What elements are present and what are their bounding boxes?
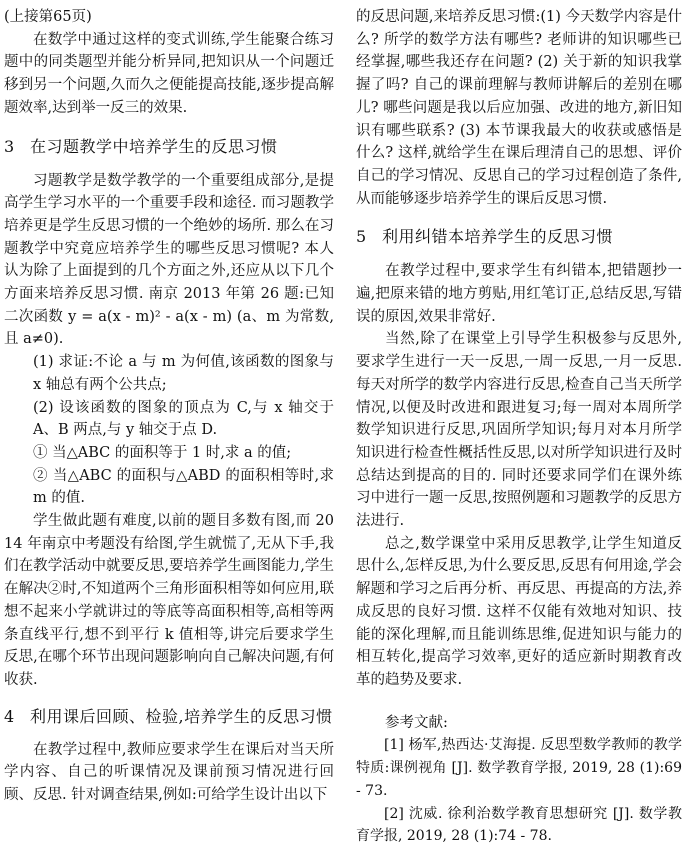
section-4-paragraph-1: 在教学过程中,教师应要求学生在课后对当天所学内容、自己的听课情况及课前预习情况进行回顾、反思. 针对调查结果,例如:可给学生设计出以下 [4, 741, 334, 804]
question-2b: ② 当△ABC 的面积与△ABD 的面积相等时,求 m 的值. [33, 467, 334, 507]
section-3-title: 在习题教学中培养学生的反思习惯 [30, 136, 278, 156]
left-column [4, 6, 334, 807]
references-title: 参考文献: [385, 714, 448, 731]
section-3-number: 3 [4, 136, 15, 156]
continued-note: (上接第65页) [4, 9, 92, 25]
intro-paragraph: 在数学中通过这样的变式训练,学生能聚合练习题中的同类题型并能分析异同,把知识从一个问题迁移到另一个问题,久而久之便能提高技能,逐步提高解题效率,达到举一反三的效果. [4, 31, 334, 116]
right-column [356, 6, 682, 848]
section-5-number: 5 [356, 227, 367, 247]
reference-1: [1] 杨军,热西达·艾海提. 反思型数学教师的教学特质:课例视角 [J]. 数学教育学报, 2019, 28 (1):69 - 73. [356, 737, 682, 799]
continued-paragraph: 的反思问题,来培养反思习惯:(1) 今天数学内容是什么? 所学的数学方法有哪些? 老师讲的知识哪些已经掌握,哪些我还存在问题? (2) 关于新的知识我掌握了吗? 自己的课前理解与教师讲解后的差别在哪儿? 哪些问题是我以后应加强、改进的地方,新旧知识有哪些联系? (3) 本节课我最大的收获或感悟是什么? 这样,就给学生在课后理清自己的思想、评价自己的学习情况、反思自己的学习过程创造了条件,从而能够逐步培养学生的课后反思习惯. [356, 9, 682, 207]
section-5-paragraph-3: 总之,数学课堂中采用反思教学,让学生知道反思什么,怎样反思,为什么要反思,反思有何用途,学会解题和学习之后再分析、再反思、再提高的方法,养成反思的良好习惯. 这样不仅能有效地对知识、技能的深化理解,而且能训练思维,促进知识与能力的相互转化,提高学习效率,更好的适应新时期教育改革的趋势及要求. [356, 535, 682, 688]
question-2a: ① 当△ABC 的面积等于 1 时,求 a 的值; [33, 444, 292, 461]
section-4-heading [4, 704, 334, 727]
section-3-heading [4, 134, 334, 157]
reference-2: [2] 沈威. 徐利治数学教育思想研究 [J]. 数学教育学报, 2019, 28 (1):74 - 78. [356, 805, 682, 845]
section-3-paragraph-2: 学生做此题有难度,以前的题目多数有图,而 2014 年南京中考题没有给图,学生就慌了,无从下手,我们在教学活动中就要反思,要培养学生画图能力,学生在解决②时,不知道两个三角形面积相等如何应用,联想不起来小学就讲过的等底等高面积相等,高相等两条直线平行,想不到平行 k 值相等,讲完后要求学生反思,在哪个环节出现问题影响向自己解决问题,有何收获. [4, 513, 334, 688]
section-5-paragraph-2: 当然,除了在课堂上引导学生积极参与反思外,要求学生进行一天一反思,一周一反思,一月一反思. 每天对所学的数学内容进行反思,检查自己当天所学情况,以便及时改进和跟进复习;每一周对本周所学数学知识进行反思,巩固所学知识;每月对本月所学知识进行检查性概括性反思,以对所学知识进行及时总结达到提高的目的. 同时还要求同学们在课外练习中进行一题一反思,按照例题和习题教学的反思方法进行. [356, 331, 682, 530]
section-4-number: 4 [4, 706, 15, 726]
section-5-paragraph-1: 在教学过程中,要求学生有纠错本,把错题抄一遍,把原来错的地方剪贴,用红笔订正,总结反思,写错误的原因,效果非常好. [356, 263, 682, 325]
section-3-paragraph-1: 习题教学是数学教学的一个重要组成部分,是提高学生学习水平的一个重要手段和途径. 而习题教学培养更是学生反思习惯的一个绝妙的场所. 那么在习题教学中究竟应培养学生的哪些反思习惯呢? 本人认为除了上面提到的几个方面之外,还应从以下几个方面来培养反思习惯. 南京 2013 年第 26 题:已知二次函数 y = a(x - m)² - a(x - m) (a、m 为常数,且 a≠0). [4, 172, 334, 348]
section-5-title: 利用纠错本培养学生的反思习惯 [382, 227, 614, 247]
section-4-title: 利用课后回顾、检验,培养学生的反思习惯 [30, 706, 333, 726]
question-2: (2) 设该函数的图象的顶点为 C,与 x 轴交于 A、B 两点,与 y 轴交于点 D. [33, 399, 334, 439]
question-1: (1) 求证:不论 a 与 m 为何值,该函数的图象与 x 轴总有两个公共点; [33, 354, 334, 393]
section-5-heading [356, 224, 682, 247]
